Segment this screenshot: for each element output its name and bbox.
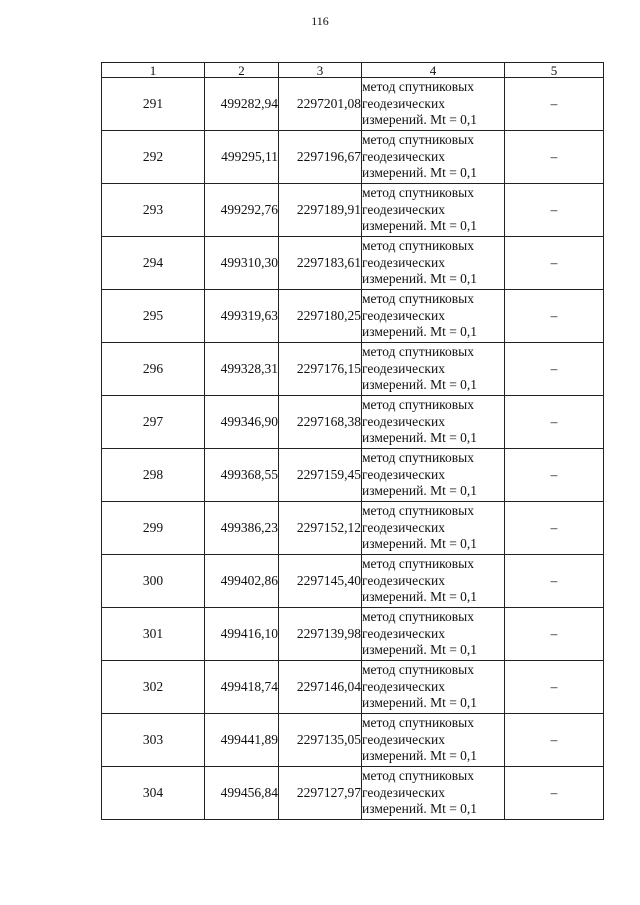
method-line-1: метод спутниковых bbox=[362, 185, 474, 201]
table-row bbox=[102, 502, 604, 555]
method-line-3: измерений. Mt = 0,1 bbox=[362, 483, 478, 499]
column-5-value: – bbox=[505, 290, 604, 343]
method-description bbox=[362, 555, 505, 608]
method-line-1: метод спутниковых bbox=[362, 768, 474, 784]
method-line-2: геодезических bbox=[362, 201, 445, 217]
table-row bbox=[102, 343, 604, 396]
method-line-3: измерений. Mt = 0,1 bbox=[362, 112, 478, 128]
column-5-value: – bbox=[505, 608, 604, 661]
page-number: 116 bbox=[311, 14, 329, 28]
coordinate-y: 2297139,98 bbox=[279, 608, 362, 661]
method-line-3: измерений. Mt = 0,1 bbox=[362, 748, 478, 764]
column-5-value: – bbox=[505, 396, 604, 449]
point-number: 303 bbox=[102, 714, 205, 767]
coordinate-y: 2297201,08 bbox=[279, 78, 362, 131]
method-line-1: метод спутниковых bbox=[362, 556, 474, 572]
table-row bbox=[102, 184, 604, 237]
method-line-3: измерений. Mt = 0,1 bbox=[362, 642, 478, 658]
coordinate-y: 2297176,15 bbox=[279, 343, 362, 396]
point-number: 296 bbox=[102, 343, 205, 396]
method-line-1: метод спутниковых bbox=[362, 132, 474, 148]
column-5-value: – bbox=[505, 237, 604, 290]
point-number: 304 bbox=[102, 767, 205, 820]
coordinate-x: 499282,94 bbox=[205, 78, 279, 131]
table-row bbox=[102, 237, 604, 290]
coordinate-x: 499295,11 bbox=[205, 131, 279, 184]
column-header-3: 3 bbox=[279, 63, 362, 78]
method-line-3: измерений. Mt = 0,1 bbox=[362, 536, 478, 552]
coordinate-x: 499441,89 bbox=[205, 714, 279, 767]
coordinate-y: 2297168,38 bbox=[279, 396, 362, 449]
method-line-1: метод спутниковых bbox=[362, 609, 474, 625]
coordinate-x: 499416,10 bbox=[205, 608, 279, 661]
method-description bbox=[362, 449, 505, 502]
table-row bbox=[102, 661, 604, 714]
method-line-1: метод спутниковых bbox=[362, 662, 474, 678]
method-line-2: геодезических bbox=[362, 731, 445, 747]
method-line-2: геодезических bbox=[362, 784, 445, 800]
column-5-value: – bbox=[505, 555, 604, 608]
method-line-1: метод спутниковых bbox=[362, 238, 474, 254]
coordinate-x: 499418,74 bbox=[205, 661, 279, 714]
coordinate-y: 2297189,91 bbox=[279, 184, 362, 237]
column-header-5: 5 bbox=[505, 63, 604, 78]
method-line-3: измерений. Mt = 0,1 bbox=[362, 324, 478, 340]
point-number: 299 bbox=[102, 502, 205, 555]
point-number: 302 bbox=[102, 661, 205, 714]
method-line-1: метод спутниковых bbox=[362, 397, 474, 413]
method-line-2: геодезических bbox=[362, 572, 445, 588]
table-row bbox=[102, 767, 604, 820]
method-line-3: измерений. Mt = 0,1 bbox=[362, 430, 478, 446]
method-line-3: измерений. Mt = 0,1 bbox=[362, 695, 478, 711]
coordinate-x: 499328,31 bbox=[205, 343, 279, 396]
coordinate-x: 499346,90 bbox=[205, 396, 279, 449]
coordinate-y: 2297183,61 bbox=[279, 237, 362, 290]
method-line-3: измерений. Mt = 0,1 bbox=[362, 801, 478, 817]
method-line-3: измерений. Mt = 0,1 bbox=[362, 589, 478, 605]
method-line-2: геодезических bbox=[362, 360, 445, 376]
method-description bbox=[362, 767, 505, 820]
coordinate-x: 499292,76 bbox=[205, 184, 279, 237]
method-line-2: геодезических bbox=[362, 625, 445, 641]
column-5-value: – bbox=[505, 661, 604, 714]
point-number: 292 bbox=[102, 131, 205, 184]
method-description bbox=[362, 661, 505, 714]
method-description bbox=[362, 502, 505, 555]
method-line-1: метод спутниковых bbox=[362, 79, 474, 95]
method-line-1: метод спутниковых bbox=[362, 450, 474, 466]
column-5-value: – bbox=[505, 131, 604, 184]
point-number: 297 bbox=[102, 396, 205, 449]
method-description bbox=[362, 184, 505, 237]
point-number: 291 bbox=[102, 78, 205, 131]
method-line-3: измерений. Mt = 0,1 bbox=[362, 218, 478, 234]
coordinate-x: 499319,63 bbox=[205, 290, 279, 343]
coordinate-y: 2297180,25 bbox=[279, 290, 362, 343]
column-header-4: 4 bbox=[362, 63, 505, 78]
column-5-value: – bbox=[505, 184, 604, 237]
method-description bbox=[362, 237, 505, 290]
method-description bbox=[362, 343, 505, 396]
coordinate-y: 2297145,40 bbox=[279, 555, 362, 608]
point-number: 294 bbox=[102, 237, 205, 290]
method-line-2: геодезических bbox=[362, 519, 445, 535]
table-row bbox=[102, 608, 604, 661]
point-number: 295 bbox=[102, 290, 205, 343]
method-line-1: метод спутниковых bbox=[362, 344, 474, 360]
method-line-2: геодезических bbox=[362, 678, 445, 694]
method-description bbox=[362, 131, 505, 184]
coordinate-x: 499368,55 bbox=[205, 449, 279, 502]
point-number: 298 bbox=[102, 449, 205, 502]
method-description bbox=[362, 396, 505, 449]
coordinate-y: 2297196,67 bbox=[279, 131, 362, 184]
method-line-2: геодезических bbox=[362, 254, 445, 270]
method-line-1: метод спутниковых bbox=[362, 503, 474, 519]
coordinates-table bbox=[101, 62, 604, 820]
point-number: 301 bbox=[102, 608, 205, 661]
column-5-value: – bbox=[505, 767, 604, 820]
method-line-2: геодезических bbox=[362, 148, 445, 164]
coordinate-y: 2297152,12 bbox=[279, 502, 362, 555]
table-header-row bbox=[102, 63, 604, 78]
coordinate-y: 2297159,45 bbox=[279, 449, 362, 502]
table-row bbox=[102, 290, 604, 343]
table-row bbox=[102, 714, 604, 767]
method-line-1: метод спутниковых bbox=[362, 291, 474, 307]
method-line-3: измерений. Mt = 0,1 bbox=[362, 165, 478, 181]
method-line-1: метод спутниковых bbox=[362, 715, 474, 731]
table-row bbox=[102, 555, 604, 608]
method-line-2: геодезических bbox=[362, 466, 445, 482]
method-description bbox=[362, 608, 505, 661]
method-description bbox=[362, 290, 505, 343]
method-line-2: геодезических bbox=[362, 413, 445, 429]
method-line-3: измерений. Mt = 0,1 bbox=[362, 271, 478, 287]
table-body bbox=[102, 78, 604, 820]
table-row bbox=[102, 449, 604, 502]
coordinate-x: 499310,30 bbox=[205, 237, 279, 290]
method-line-2: геодезических bbox=[362, 95, 445, 111]
column-5-value: – bbox=[505, 343, 604, 396]
column-5-value: – bbox=[505, 714, 604, 767]
method-description bbox=[362, 78, 505, 131]
column-header-2: 2 bbox=[205, 63, 279, 78]
point-number: 293 bbox=[102, 184, 205, 237]
coordinate-y: 2297135,05 bbox=[279, 714, 362, 767]
coordinate-x: 499456,84 bbox=[205, 767, 279, 820]
coordinate-x: 499386,23 bbox=[205, 502, 279, 555]
method-line-2: геодезических bbox=[362, 307, 445, 323]
column-header-1: 1 bbox=[102, 63, 205, 78]
column-5-value: – bbox=[505, 502, 604, 555]
method-line-3: измерений. Mt = 0,1 bbox=[362, 377, 478, 393]
method-description bbox=[362, 714, 505, 767]
column-5-value: – bbox=[505, 78, 604, 131]
table-row bbox=[102, 78, 604, 131]
table-row bbox=[102, 131, 604, 184]
point-number: 300 bbox=[102, 555, 205, 608]
coordinate-x: 499402,86 bbox=[205, 555, 279, 608]
table-row bbox=[102, 396, 604, 449]
column-5-value: – bbox=[505, 449, 604, 502]
coordinate-y: 2297127,97 bbox=[279, 767, 362, 820]
coordinate-y: 2297146,04 bbox=[279, 661, 362, 714]
